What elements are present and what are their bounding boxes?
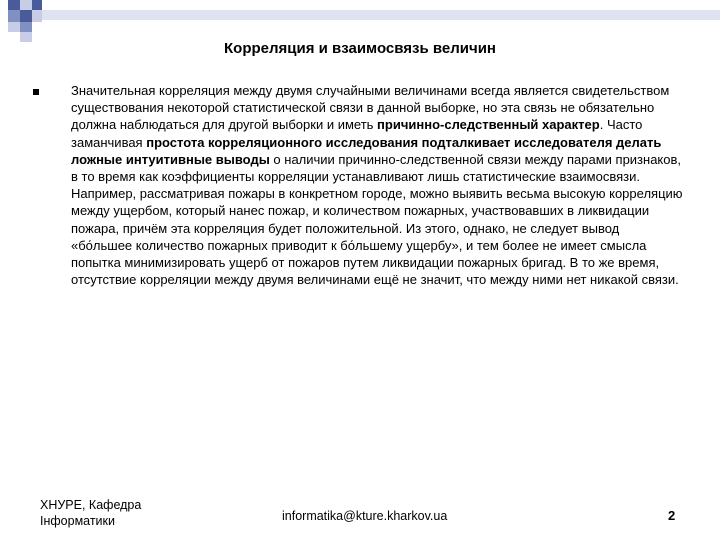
footer-org-line-1: ХНУРЕ, Кафедра [40,498,142,512]
paragraph-text-run: Значительная корреляция между двумя случайными величинами всегда является свидетельством существования некоторой статистической связи в данной выборке, но эта связь не обязательно должна наблюдаться для другой выборки и иметь [71,83,670,133]
body-paragraph [71,82,683,288]
deco-square-mid-2 [20,22,32,32]
page-number: 2 [668,508,676,523]
paragraph-bold-run: простота корреляционного исследования подталкивает исследователя делать ложные интуитивные выводы [71,134,662,167]
header-band [20,10,720,20]
slide-title: Корреляция и взаимосвязь величин [224,40,496,57]
paragraph-text-run: о наличии причинно-следственной связи между парами признаков, в то время как коэффициенты корреляции устанавливают лишь статистические взаимосвязи. Например, рассматривая пожары в конкретном городе, можно выявить весьма высокую корреляцию между ущербом, который нанес пожар, и количеством пожарных, участвовавших в ликвидации пожара, причём эта корреляция будет положительной. Из этого, однако, не следует вывод «бо́льшее количество пожарных приводит к бо́льшему ущербу», и тем более не имеет смысла попытка минимизировать ущерб от пожаров путем ликвидации пожарных бригад. В то же время, отсутствие корреляции между двумя величинами ещё не значит, что между ними нет никакой связи. [71,151,683,288]
header-decoration [0,0,720,44]
deco-square-light-2 [32,10,42,22]
deco-square-light-1 [20,0,32,10]
paragraph-bold-run: причинно-следственный характер [377,117,600,133]
footer-organization [40,497,141,529]
deco-square-dark-3 [20,10,32,22]
bullet-square-icon [33,89,39,95]
paragraph-text-run: . Часто заманчивая [71,117,643,150]
footer-email: informatika@kture.kharkov.ua [282,509,448,523]
deco-square-light-3 [8,22,20,32]
deco-square-dark-1 [8,0,20,10]
deco-square-mid-1 [8,10,20,22]
footer-org-line-2: Інформатики [40,514,115,528]
deco-square-dark-2 [32,0,42,10]
